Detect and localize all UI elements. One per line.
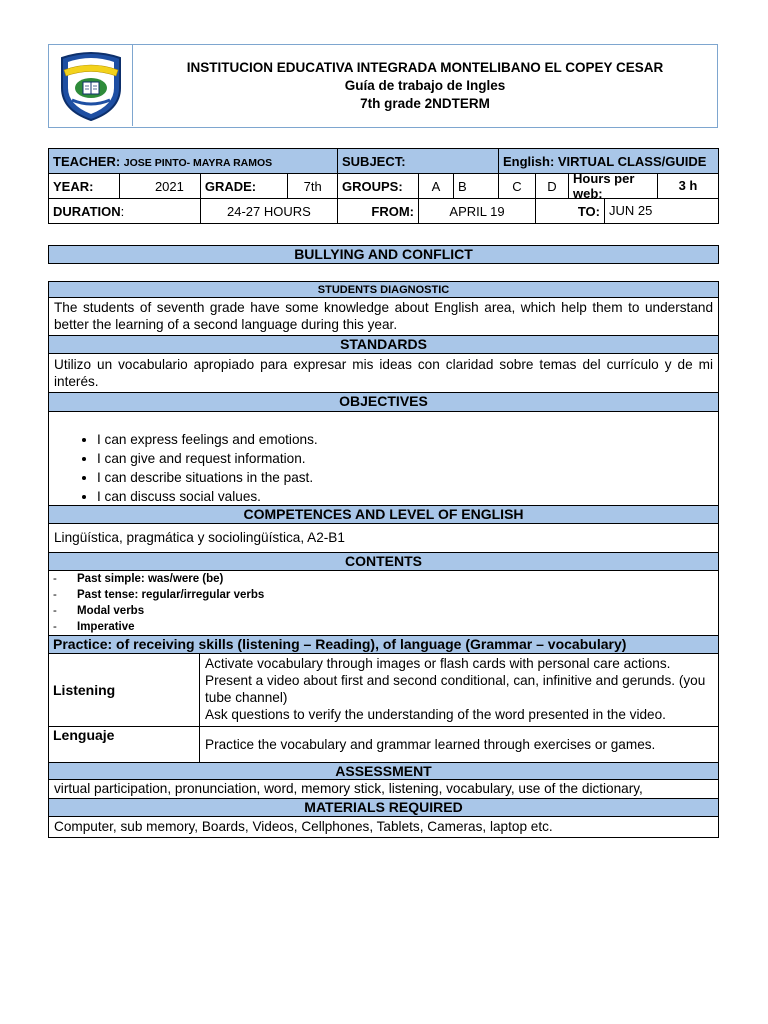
- main-body: [48, 281, 719, 838]
- objectives-list: [49, 430, 718, 506]
- year-value: 2021: [119, 174, 200, 199]
- header-box: [48, 44, 718, 128]
- lenguaje-label: Lenguaje: [53, 727, 115, 743]
- grade-label: GRADE:: [200, 174, 288, 199]
- lenguaje-text: Practice the vocabulary and grammar learned through exercises or games.: [205, 737, 656, 752]
- subject-value: English: VIRTUAL CLASS/GUIDE: [499, 149, 719, 174]
- practice-title: Practice: of receiving skills (listening – Reading), of language (Grammar – vocabulary): [49, 635, 718, 654]
- topic-title: BULLYING AND CONFLICT: [48, 245, 719, 264]
- term-label: 7th grade 2NDTERM: [360, 96, 490, 111]
- assessment-title: ASSESSMENT: [49, 762, 718, 780]
- year-label: YEAR:: [49, 174, 120, 199]
- content-item: - Past simple: was/were (be): [53, 573, 224, 585]
- standards-text: Utilizo un vocabulario apropiado para expresar mis ideas con claridad sobre temas del currículo y de mi interés.: [54, 357, 713, 389]
- diagnostic-title: STUDENTS DIAGNOSTIC: [49, 282, 718, 298]
- objective-item: • I can discuss social values.: [97, 487, 718, 506]
- objective-item: • I can give and request information.: [97, 449, 718, 468]
- contents-list-box: [49, 571, 718, 635]
- materials-title: MATERIALS REQUIRED: [49, 798, 718, 817]
- guide-subtitle: Guía de trabajo de Ingles: [344, 78, 506, 93]
- teacher-value: JOSE PINTO- MAYRA RAMOS: [123, 156, 273, 169]
- content-item: - Modal verbs: [53, 605, 145, 617]
- assessment-text: virtual participation, pronunciation, word, memory stick, listening, vocabulary, use of the dictionary,: [54, 781, 643, 796]
- duration-value: 24-27 HOURS: [200, 199, 337, 224]
- info-table: [48, 148, 719, 224]
- contents-list: [49, 571, 718, 635]
- logo-cell: [49, 45, 133, 126]
- content-item: - Imperative: [53, 621, 135, 633]
- group-c: C: [499, 174, 536, 199]
- materials-text: Computer, sub memory, Boards, Videos, Cellphones, Tablets, Cameras, laptop etc.: [54, 819, 553, 834]
- listening-label: Listening: [53, 682, 116, 698]
- to-value: JUN 25: [604, 199, 718, 223]
- subject-label: SUBJECT:: [338, 149, 499, 174]
- lenguaje-row: [49, 727, 718, 762]
- objective-item: • I can express feelings and emotions.: [97, 430, 718, 449]
- duration-cell: DURATION:: [49, 199, 201, 224]
- group-a: A: [419, 174, 454, 199]
- diagnostic-text: The students of seventh grade have some knowledge about English area, which help them to understand better the learning of a second language during this year.: [54, 300, 713, 332]
- from-value: APRIL 19: [419, 199, 536, 224]
- teacher-label: TEACHER:: [53, 153, 121, 169]
- standards-title: STANDARDS: [49, 335, 718, 354]
- teacher-cell: [49, 149, 338, 174]
- objectives-list-box: [49, 412, 718, 505]
- hours-value: 3 h: [657, 174, 718, 198]
- group-d: D: [536, 174, 569, 199]
- school-shield-logo: [56, 48, 126, 122]
- institution-name: INSTITUCION EDUCATIVA INTEGRADA MONTELIBANO EL COPEY CESAR: [186, 60, 664, 75]
- objective-item: • I can describe situations in the past.: [97, 468, 718, 487]
- objectives-title: OBJECTIVES: [49, 392, 718, 412]
- grade-value: 7th: [288, 174, 338, 199]
- contents-title: CONTENTS: [49, 552, 718, 571]
- competences-title: COMPETENCES AND LEVEL OF ENGLISH: [49, 505, 718, 524]
- hours-label: Hours per web:: [573, 171, 635, 201]
- content-item: - Past tense: regular/irregular verbs: [53, 589, 265, 601]
- listening-text: Activate vocabulary through images or flash cards with personal care actions. Present a video about first and second conditional, can, infinitive and gerunds. (you tube channel) Ask questions to verify the understanding of the word presented in the video.: [205, 656, 706, 722]
- from-label: FROM:: [371, 203, 414, 219]
- duration-label: DURATION: [53, 203, 121, 219]
- to-label: TO:: [577, 203, 600, 219]
- competences-text: Lingüística, pragmática y sociolingüística, A2-B1: [54, 530, 345, 545]
- listening-row: [49, 654, 718, 727]
- groups-label: GROUPS:: [338, 174, 419, 199]
- hours-cell: [569, 171, 719, 201]
- group-b: B: [454, 174, 499, 199]
